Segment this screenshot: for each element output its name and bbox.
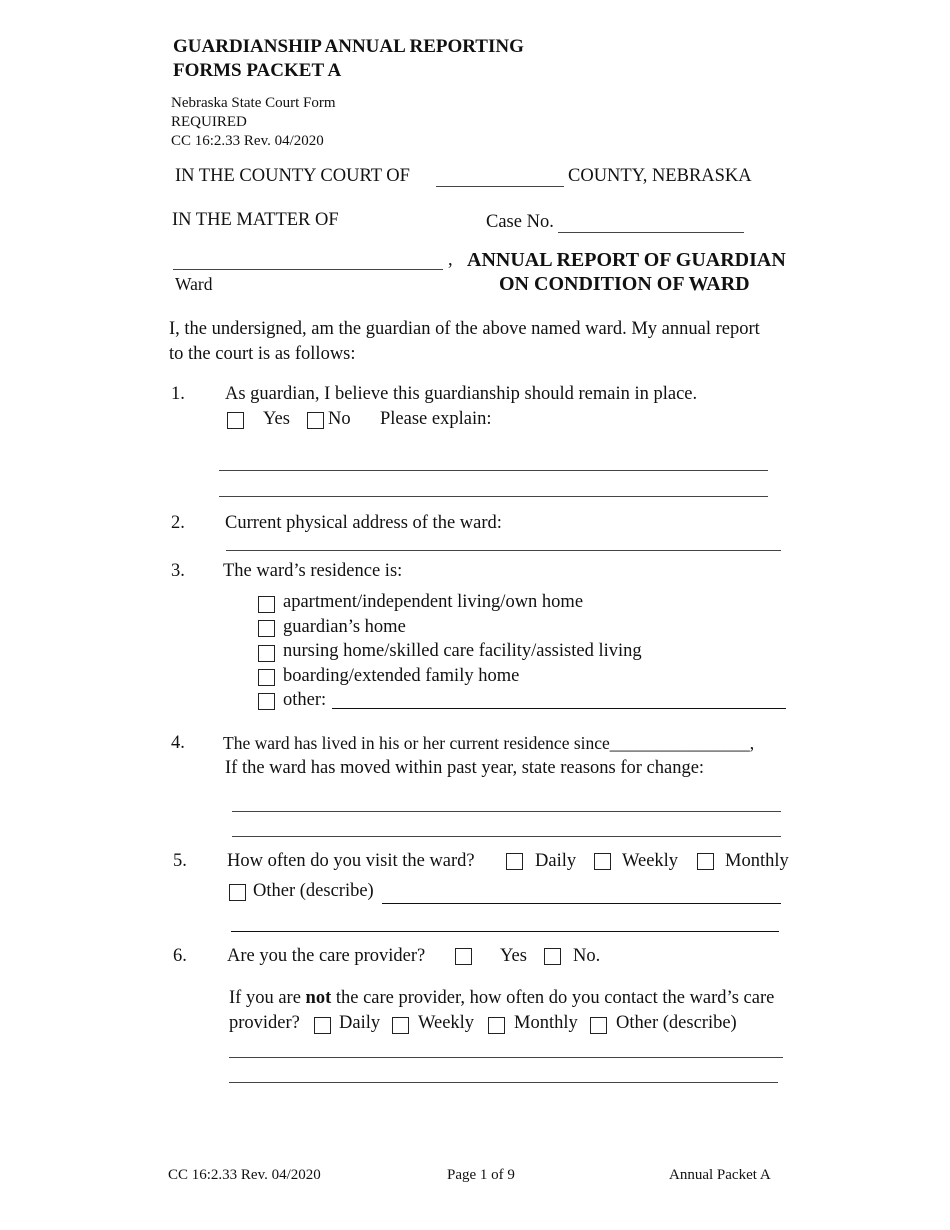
q3-option-other-checkbox[interactable] [258,693,275,710]
q3-option-boarding: boarding/extended family home [283,666,520,686]
form-title-line2: FORMS PACKET A [173,60,342,81]
q1-text: As guardian, I believe this guardianship should remain in place. [225,384,698,404]
q5-other-label: Other (describe) [253,881,374,901]
case-no-field[interactable] [558,232,744,233]
q5-other-field[interactable] [382,903,781,904]
q6-daily-label: Daily [339,1013,381,1033]
county-name-field[interactable] [436,186,564,187]
q3-text: The ward’s residence is: [223,561,403,581]
q2-text: Current physical address of the ward: [225,513,502,533]
q3-option-nursing-home-checkbox[interactable] [258,645,275,662]
q6-contact-question [229,988,774,1009]
q1-yes-checkbox[interactable] [227,412,244,429]
intro-line2: to the court is as follows: [169,344,356,364]
q1-no-label: No [328,409,351,429]
q6-contact-post: the care provider, how often do you contact the ward’s care [331,988,775,1008]
matter-of-label: IN THE MATTER OF [172,210,339,230]
q1-no-checkbox[interactable] [307,412,324,429]
q1-number: 1. [171,384,185,404]
report-title-line1: ANNUAL REPORT OF GUARDIAN [467,249,786,271]
q6-weekly-label: Weekly [418,1013,475,1033]
q1-explain-label: Please explain: [380,409,492,429]
q5-monthly-label: Monthly [725,851,789,871]
q5-weekly-checkbox[interactable] [594,853,611,870]
q2-number: 2. [171,513,185,533]
q6-yes-label: Yes [500,946,527,966]
q6-describe-line-2[interactable] [229,1082,778,1083]
q3-number: 3. [171,561,185,581]
q1-explain-line-2[interactable] [219,496,768,497]
intro-line1: I, the undersigned, am the guardian of the above named ward. My annual report [169,319,760,339]
q6-text: Are you the care provider? [227,946,426,966]
footer-page-number: Page 1 of 9 [447,1167,515,1183]
q6-daily-checkbox[interactable] [314,1017,331,1034]
q6-no-checkbox[interactable] [544,948,561,965]
q5-other-checkbox[interactable] [229,884,246,901]
q6-no-label: No. [573,946,601,966]
q3-option-apartment: apartment/independent living/own home [283,592,584,612]
q6-weekly-checkbox[interactable] [392,1017,409,1034]
q6-yes-checkbox[interactable] [455,948,472,965]
required-label: REQUIRED [171,114,247,130]
q1-yes-label: Yes [263,409,290,429]
q3-option-nursing-home: nursing home/skilled care facility/assisted living [283,641,642,661]
q3-other-field[interactable] [332,708,786,709]
q6-contact-bold: not [305,988,332,1008]
form-source: Nebraska State Court Form [171,95,336,111]
q3-option-guardian-home-checkbox[interactable] [258,620,275,637]
q4-line1: The ward has lived in his or her current residence since________________, [223,733,755,753]
q5-number: 5. [173,851,187,871]
q4-reason-line-1[interactable] [232,811,781,812]
q6-number: 6. [173,946,187,966]
court-suffix: COUNTY, NEBRASKA [568,166,752,186]
ward-label: Ward [175,274,213,294]
q5-text: How often do you visit the ward? [227,851,475,871]
q3-option-apartment-checkbox[interactable] [258,596,275,613]
q6-describe-line-1[interactable] [229,1057,783,1058]
court-prefix: IN THE COUNTY COURT OF [175,166,410,186]
q5-daily-label: Daily [535,851,577,871]
q3-option-guardian-home: guardian’s home [283,617,406,637]
caption-comma: , [448,250,453,270]
footer-form-number: CC 16:2.33 Rev. 04/2020 [168,1167,321,1183]
case-no-label: Case No. [486,212,554,232]
q1-explain-line-1[interactable] [219,470,768,471]
q4-number: 4. [171,733,185,753]
q6-other-checkbox[interactable] [590,1017,607,1034]
q4-reason-line-2[interactable] [232,836,781,837]
q5-other-field-line-2[interactable] [231,931,779,932]
q3-option-other: other: [283,690,327,710]
q5-weekly-label: Weekly [622,851,679,871]
form-title-line1: GUARDIANSHIP ANNUAL REPORTING [173,36,524,57]
q5-monthly-checkbox[interactable] [697,853,714,870]
form-number: CC 16:2.33 Rev. 04/2020 [171,133,324,149]
q6-contact-pre: If you are [229,988,306,1008]
q6-monthly-checkbox[interactable] [488,1017,505,1034]
ward-name-field[interactable] [173,269,443,270]
q6-provider-label: provider? [229,1013,300,1033]
q3-option-boarding-checkbox[interactable] [258,669,275,686]
footer-packet: Annual Packet A [669,1167,771,1183]
q6-monthly-label: Monthly [514,1013,578,1033]
report-title-line2: ON CONDITION OF WARD [499,273,750,295]
q2-address-field[interactable] [226,550,781,551]
q5-daily-checkbox[interactable] [506,853,523,870]
q6-other-label: Other (describe) [616,1013,737,1033]
q4-line2: If the ward has moved within past year, state reasons for change: [225,758,705,778]
